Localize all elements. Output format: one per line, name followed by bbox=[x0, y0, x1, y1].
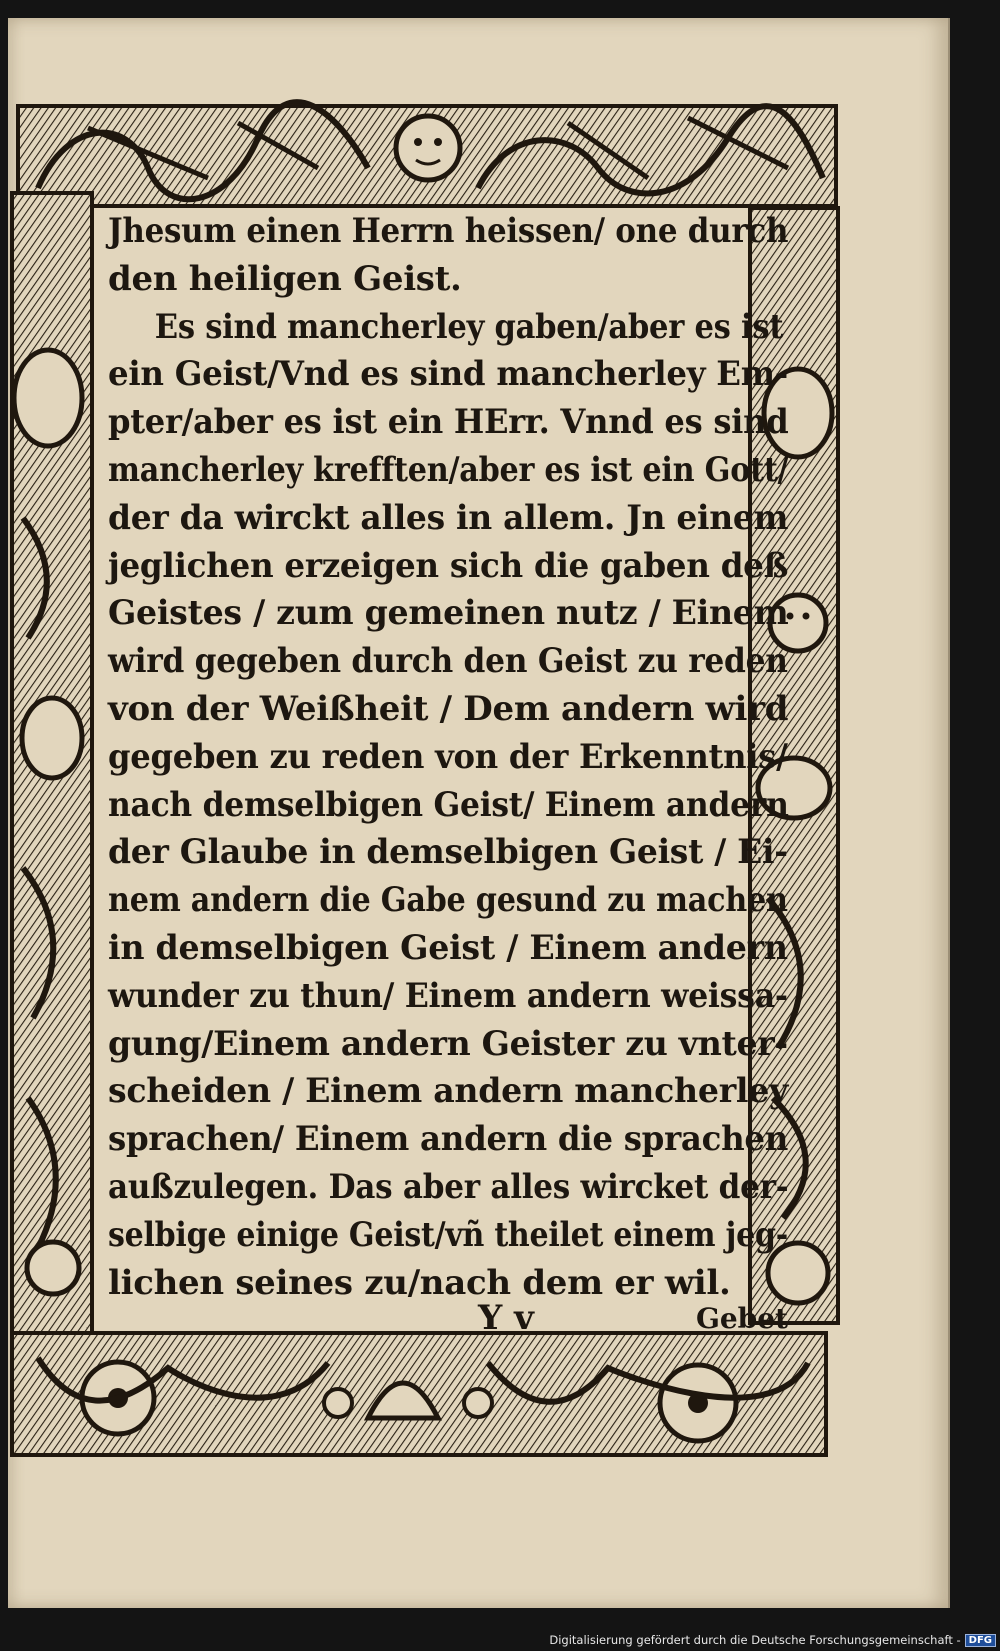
text-line: Es sind mancherley gaben/aber es ist bbox=[154, 306, 784, 347]
text-line: jeglichen erzeigen sich die gaben deß bbox=[108, 545, 789, 586]
text-line: wird gegeben durch den Geist zu reden bbox=[108, 641, 788, 682]
text-line: Geistes / zum gemeinen nutz / Einem bbox=[108, 593, 789, 634]
text-line: selbige einige Geist/vñ theilet einem jeg- bbox=[108, 1214, 788, 1255]
text-line: nach demselbigen Geist/ Einem andern bbox=[108, 784, 789, 825]
woodcut-border-bottom-icon bbox=[12, 1333, 826, 1455]
text-line: den heiligen Geist. bbox=[108, 258, 462, 299]
text-line: in demselbigen Geist / Einem andern bbox=[108, 927, 788, 968]
text-line: ein Geist/Vnd es sind mancherley Em- bbox=[108, 354, 788, 395]
woodcut-border-left-icon bbox=[12, 193, 92, 1333]
text-line: scheiden / Einem andern mancherley bbox=[108, 1071, 789, 1112]
text-line: wunder zu thun/ Einem andern weissa- bbox=[108, 975, 788, 1016]
text-line: Jhesum einen Herrn heissen/ one durch bbox=[108, 211, 789, 251]
text-line: außzulegen. Das aber alles wircket der- bbox=[108, 1166, 789, 1207]
text-line: mancherley krefften/aber es ist ein Gott/ bbox=[108, 449, 789, 490]
text-line: pter/aber es ist ein HErr. Vnnd es sind bbox=[108, 402, 789, 443]
credit-text: Digitalisierung gefördert durch die Deutsche Forschungsgemeinschaft - bbox=[549, 1633, 961, 1647]
catchword: Gebet bbox=[695, 1302, 788, 1335]
text-line: gegeben zu reden von der Erkenntnis/ bbox=[108, 736, 788, 777]
digitization-credit bbox=[549, 1633, 996, 1647]
text-line: von der Weißheit / Dem andern wird bbox=[108, 688, 789, 729]
page-footer bbox=[108, 1298, 788, 1338]
text-line: sprachen/ Einem andern die sprachen bbox=[108, 1119, 789, 1160]
dfg-logo-icon: DFG bbox=[965, 1634, 996, 1647]
text-line: nem andern die Gabe gesund zu machen bbox=[108, 880, 788, 921]
text-line: der da wirckt alles in allem. Jn einem bbox=[108, 497, 789, 538]
book-page bbox=[8, 18, 950, 1608]
text-line: der Glaube in demselbigen Geist / Ei- bbox=[108, 832, 788, 873]
body-text bbox=[108, 208, 788, 1307]
text-line: gung/Einem andern Geister zu vnter- bbox=[108, 1023, 788, 1064]
text-line: lichen seines zu/nach dem er wil. bbox=[108, 1262, 731, 1303]
woodcut-border-top-icon bbox=[18, 102, 836, 206]
signature-mark: Y v bbox=[478, 1298, 534, 1338]
